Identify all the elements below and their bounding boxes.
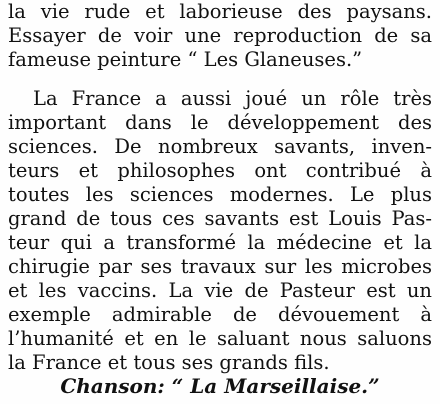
paragraph-2-line: chirugie par ses travaux sur les microbes — [8, 255, 432, 278]
paragraph-2-line: toutes les sciences modernes. Le plus — [8, 183, 432, 206]
paragraph-2-line: teurs et philosophes ont contribué à — [8, 159, 432, 182]
paragraph-2-line: teur qui a transformé la médecine et la — [8, 231, 432, 254]
paragraph-2-line: sciences. De nombreux savants, inven- — [8, 135, 432, 158]
paragraph-2-line: exemple admirable de dévouement à — [8, 303, 432, 326]
paragraph-2-line: La France a aussi joué un rôle très — [33, 87, 432, 110]
paragraph-1-line: la vie rude et laborieuse des paysans. — [8, 0, 432, 23]
paragraph-2-line: grand de tous ces savants est Louis Pas- — [8, 207, 432, 230]
paragraph-2-line: important dans le développement des — [8, 111, 432, 134]
paragraph-1-line: Essayer de voir une reproduction de sa — [8, 24, 432, 47]
paragraph-1-line: fameuse peinture “ Les Glaneuses.” — [8, 48, 363, 71]
song-title: Chanson: “ La Marseillaise.” — [60, 374, 380, 398]
paragraph-2-line: la France et tous ses grands fils. — [8, 351, 330, 374]
paragraph-2-line: l’humanité et en le saluant nous saluons — [8, 327, 432, 350]
paragraph-2-line: et les vaccins. La vie de Pasteur est un — [8, 279, 432, 302]
